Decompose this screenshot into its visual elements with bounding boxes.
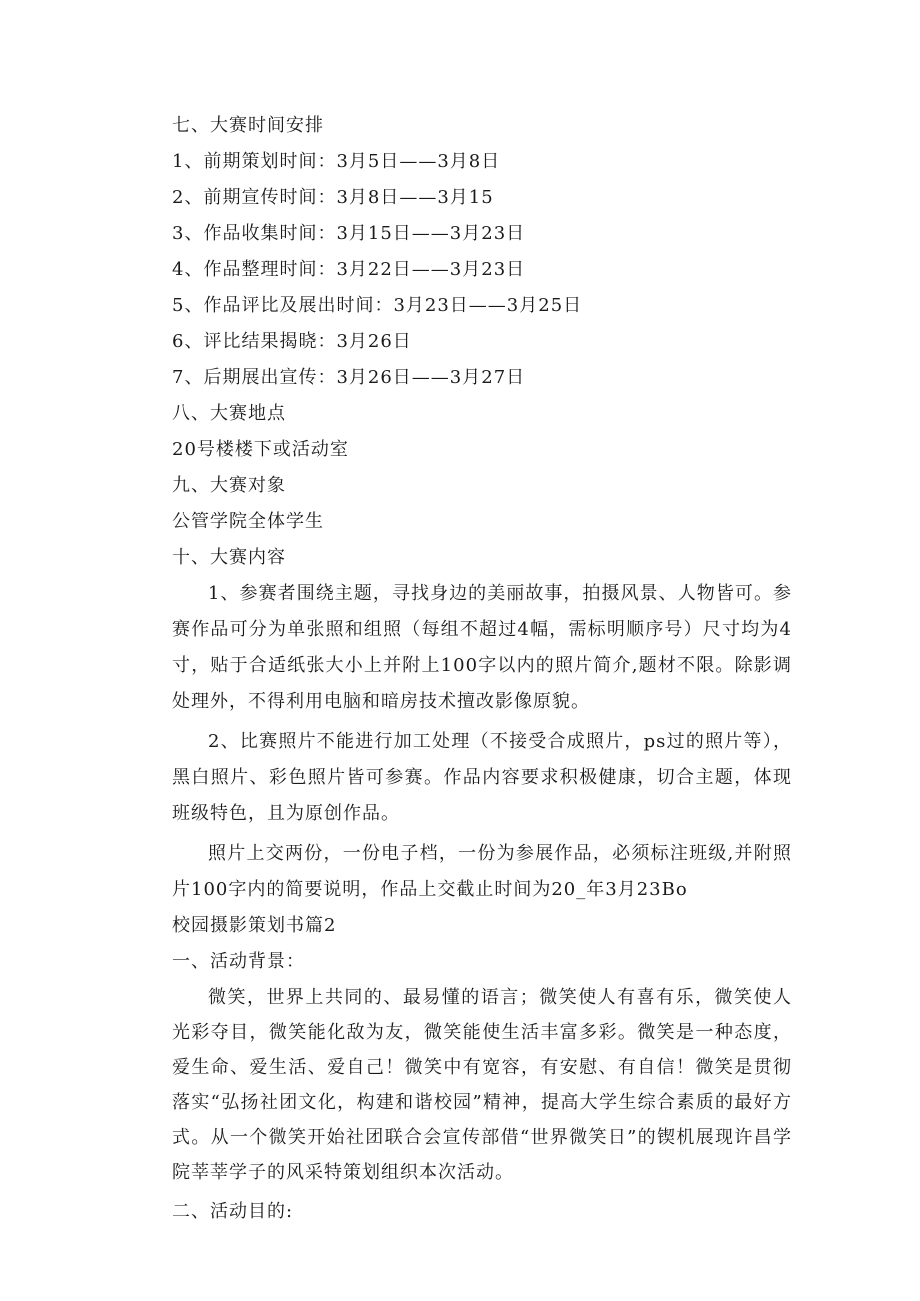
schedule-item: 3、作品收集时间：3月15日——3月23日 [172,223,526,244]
section-heading-location: 八、大赛地点 [172,403,286,424]
section-heading-background: 一、活动背景： [172,951,305,972]
content-paragraph-2: 2、比赛照片不能进行加工处理（不接受合成照片，ps过的照片等），黑白照片、彩色照片皆可参赛。作品内容要求积极健康，切合主题，体现班级特色，且为原创作品。 [172,731,792,824]
section-heading-schedule: 七、大赛时间安排 [172,115,324,136]
schedule-item: 1、前期策划时间：3月5日——3月8日 [172,151,501,172]
doc2-title: 校园摄影策划书篇2 [172,915,337,936]
schedule-item: 5、作品评比及展出时间：3月23日——3月25日 [172,295,583,316]
section-heading-purpose: 二、活动目的: [172,1201,294,1222]
section-heading-content: 十、大赛内容 [172,547,286,568]
background-paragraph: 微笑，世界上共同的、最易懂的语言；微笑使人有喜有乐，微笑使人光彩夺目，微笑能化敌为友，微笑能使生活丰富多彩。微笑是一种态度，爱生命、爱生活、爱自己！微笑中有宽容，有安慰、有自信！微笑是贯彻落实“弘扬社团文化，构建和谐校园”精神，提高大学生综合素质的最好方式。从一个微笑开始社团联合会宣传部借“世界微笑日”的锲机展现许昌学院莘莘学子的风采特策划组织本次活动。 [172,987,792,1183]
section-heading-target: 九、大赛对象 [172,475,286,496]
target-text: 公管学院全体学生 [172,511,324,532]
schedule-item: 2、前期宣传时间：3月8日——3月15 [172,187,494,208]
schedule-item: 7、后期展出宣传：3月26日——3月27日 [172,367,526,388]
document-content [172,108,792,1230]
content-paragraph-3: 照片上交两份，一份电子档，一份为参展作品，必须标注班级,并附照片100字内的简要说明，作品上交截止时间为20_年3月23Bo [172,843,792,900]
schedule-item: 4、作品整理时间：3月22日——3月23日 [172,259,526,280]
schedule-item: 6、评比结果揭晓：3月26日 [172,331,412,352]
content-paragraph-1: 1、参赛者围绕主题，寻找身边的美丽故事，拍摄风景、人物皆可。参赛作品可分为单张照和组照（每组不超过4幅，需标明顺序号）尺寸均为4寸，贴于合适纸张大小上并附上100字以内的照片简介,题材不限。除影调处理外，不得利用电脑和暗房技术擅改影像原貌。 [172,583,792,712]
location-text: 20号楼楼下或活动室 [172,439,349,460]
